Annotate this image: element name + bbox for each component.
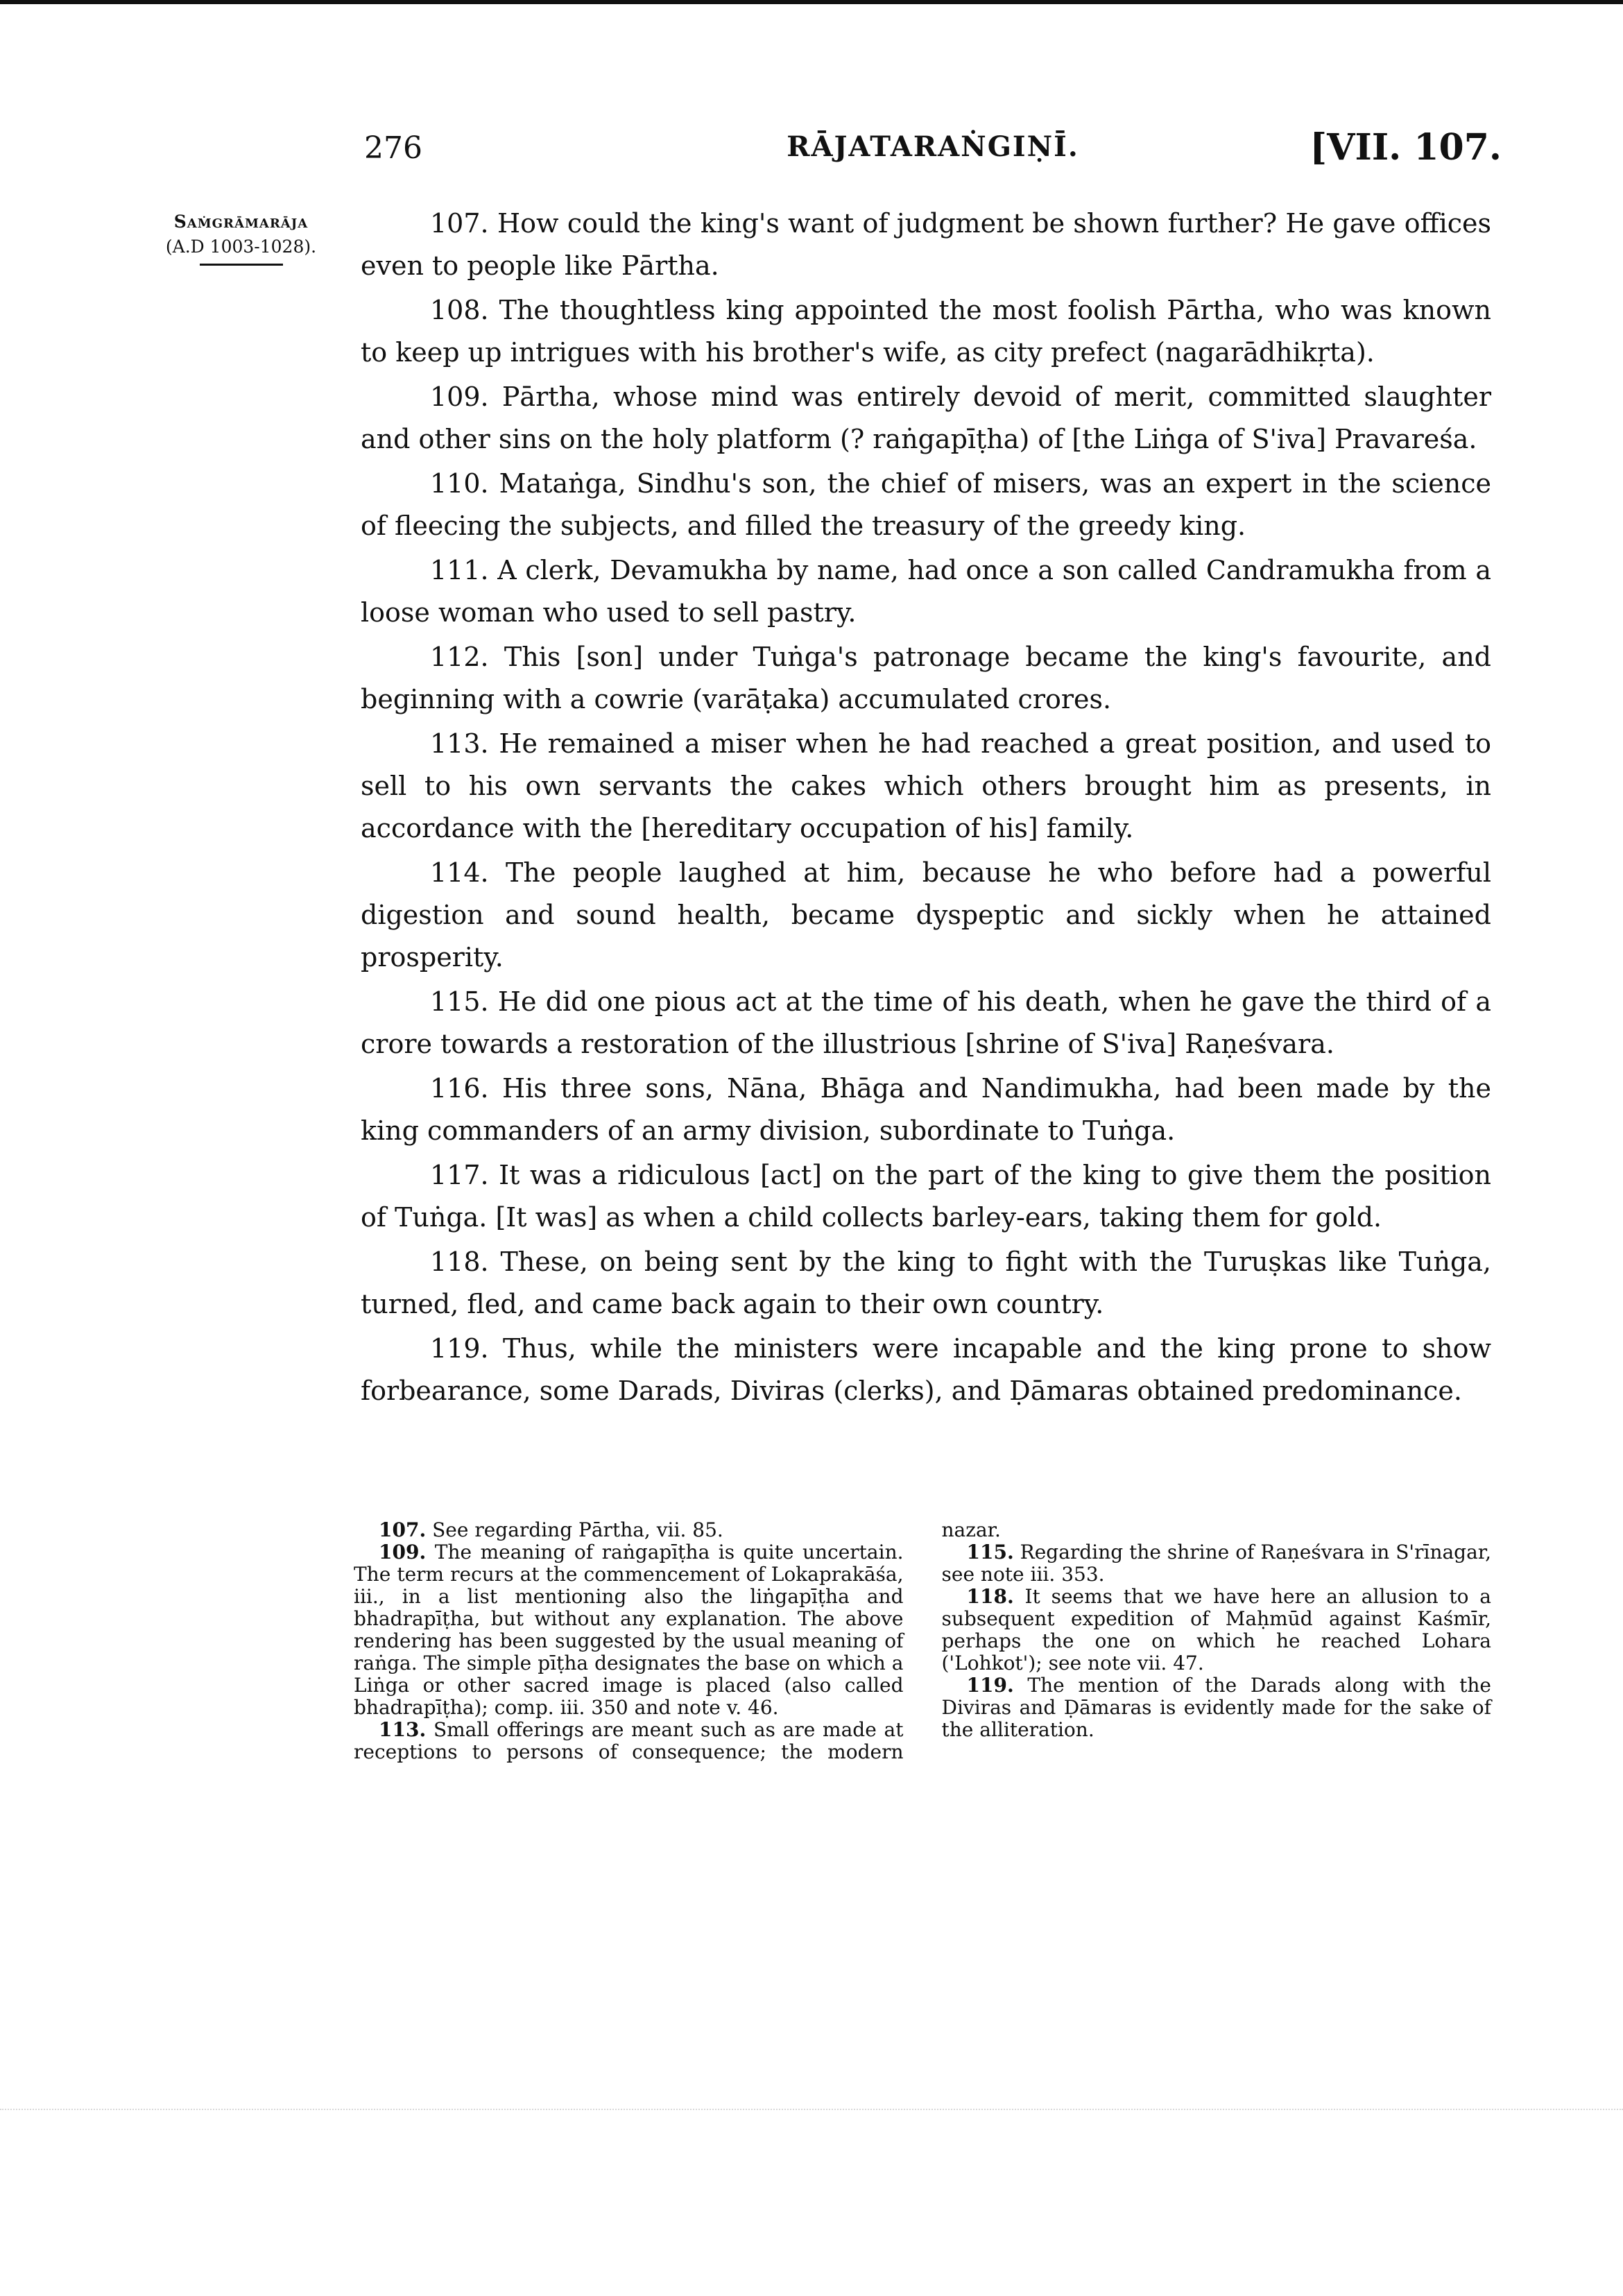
verse <box>361 852 1491 979</box>
verse-text: The people laughed at him, because he who before had a powerful digestion and sound health, became dyspeptic and sickly when he attained prosperity. <box>361 857 1491 973</box>
verse <box>361 1328 1491 1412</box>
verse-number: 119. <box>430 1333 489 1364</box>
footnote-number: 107. <box>379 1518 427 1541</box>
verse-text: A clerk, Devamukha by name, had once a son called Candramukha from a loose woman who used to sell pastry. <box>361 555 1491 628</box>
margin-reign-dates: (A.D 1003-1028). <box>165 237 317 257</box>
verse-number: 107. <box>430 208 489 239</box>
verse-number: 111. <box>430 555 489 585</box>
verse-number: 117. <box>430 1160 489 1190</box>
footnote-number: 115. <box>966 1541 1014 1563</box>
verse-number: 108. <box>430 295 489 325</box>
verse <box>361 463 1491 547</box>
verse-text: These, on being sent by the king to fight with the Turuṣkas like Tuṅga, turned, fled, and came back again to their own country. <box>361 1246 1491 1319</box>
verse-text: He remained a miser when he had reached a great position, and used to sell to his own servants the cakes which others brought him as presents, in accordance with the [hereditary occupation of his] family. <box>361 728 1491 843</box>
verse-text: The thoughtless king appointed the most foolish Pārtha, who was known to keep up intrigues with his brother's wife, as city prefect (nagarādhikṛta). <box>361 295 1491 368</box>
verse <box>361 1241 1491 1326</box>
running-head <box>364 126 1502 179</box>
verse-number: 118. <box>430 1246 489 1277</box>
verse <box>361 549 1491 634</box>
scan-dust-line <box>0 2109 1623 2110</box>
verse <box>361 203 1491 287</box>
verse-number: 116. <box>430 1073 489 1104</box>
verse-text: This [son] under Tuṅga's patronage became the king's favourite, and beginning with a cowrie (varāṭaka) accumulated crores. <box>361 642 1491 714</box>
page-number: 276 <box>364 130 422 166</box>
footnote-text: See regarding Pārtha, vii. 85. <box>432 1518 723 1541</box>
footnote-text: Small offerings are meant such as are made at receptions to persons of consequence; the modern nazar. <box>354 1518 1001 1763</box>
footnote <box>354 1519 904 1541</box>
book-title: RĀJATARAṄGIṆĪ. <box>787 130 1079 163</box>
margin-rule <box>200 264 283 266</box>
footnote-text: The meaning of raṅgapīṭha is quite uncertain. The term recurs at the commencement of Lokaprakāśa, iii., in a list mentioning also the liṅgapīṭha and bhadrapīṭha, but without any explanation. The above rendering has been suggested by the usual meaning of raṅga. The simple pīṭha designates the base on which a Liṅga or other sacred image is placed (also called bhadrapīṭha); comp. iii. 350 and note v. 46. <box>354 1541 904 1719</box>
verse <box>361 1068 1491 1152</box>
footnote <box>942 1586 1492 1674</box>
footnote <box>942 1541 1492 1586</box>
main-text <box>361 203 1491 1414</box>
verse-number: 114. <box>430 857 489 888</box>
margin-reign-name: Saṁgrāmarāja <box>173 212 309 232</box>
verse-number: 110. <box>430 468 489 499</box>
verse-text: He did one pious act at the time of his death, when he gave the third of a crore towards a restoration of the illustrious [shrine of S'iva] Raṇeśvara. <box>361 986 1491 1059</box>
verse <box>361 981 1491 1065</box>
verse <box>361 376 1491 461</box>
footnote <box>942 1674 1492 1741</box>
top-edge-rule <box>0 0 1623 4</box>
section-reference: [VII. 107. <box>1309 126 1502 169</box>
verse-text: Mataṅga, Sindhu's son, the chief of misers, was an expert in the science of fleecing the subjects, and filled the treasury of the greedy king. <box>361 468 1491 541</box>
margin-note <box>149 209 333 266</box>
verse <box>361 1154 1491 1239</box>
footnote <box>354 1541 904 1719</box>
footnote-number: 113. <box>379 1718 427 1741</box>
verse-text: Thus, while the ministers were incapable and the king prone to show forbearance, some Darads, Diviras (clerks), and Ḍāmaras obtained predominance. <box>361 1333 1491 1406</box>
footnote-number: 119. <box>966 1674 1014 1697</box>
footnote-number: 118. <box>966 1585 1014 1608</box>
footnotes <box>354 1519 1491 1763</box>
verse-text: It was a ridiculous [act] on the part of the king to give them the position of Tuṅga. [It was] as when a child collects barley-ears, taking them for gold. <box>361 1160 1491 1233</box>
verse <box>361 289 1491 374</box>
verse-number: 115. <box>430 986 489 1017</box>
footnote-text: Regarding the shrine of Raṇeśvara in S'rīnagar, see note iii. 353. <box>941 1541 1491 1586</box>
verse <box>361 636 1491 721</box>
verse-text: Pārtha, whose mind was entirely devoid of merit, committed slaughter and other sins on the holy platform (? raṅgapīṭha) of [the Liṅga of S'iva] Pravareśa. <box>361 382 1491 454</box>
verse-text: How could the king's want of judgment be shown further? He gave offices even to people like Pārtha. <box>361 208 1491 281</box>
verse-text: His three sons, Nāna, Bhāga and Nandimukha, had been made by the king commanders of an army division, subordinate to Tuṅga. <box>361 1073 1491 1146</box>
verse-number: 113. <box>430 728 489 759</box>
verse-number: 112. <box>430 642 489 672</box>
footnote-text: The mention of the Darads along with the Diviras and Ḍāmaras is evidently made for the sake of the alliteration. <box>941 1674 1492 1741</box>
verse <box>361 723 1491 850</box>
footnote-number: 109. <box>379 1541 427 1563</box>
verse-number: 109. <box>430 382 489 412</box>
footnote-text: It seems that we have here an allusion to a subsequent expedition of Maḥmūd against Kaśmīr, perhaps the one on which he reached Lohara ('Lohkot'); see note vii. 47. <box>941 1585 1491 1674</box>
